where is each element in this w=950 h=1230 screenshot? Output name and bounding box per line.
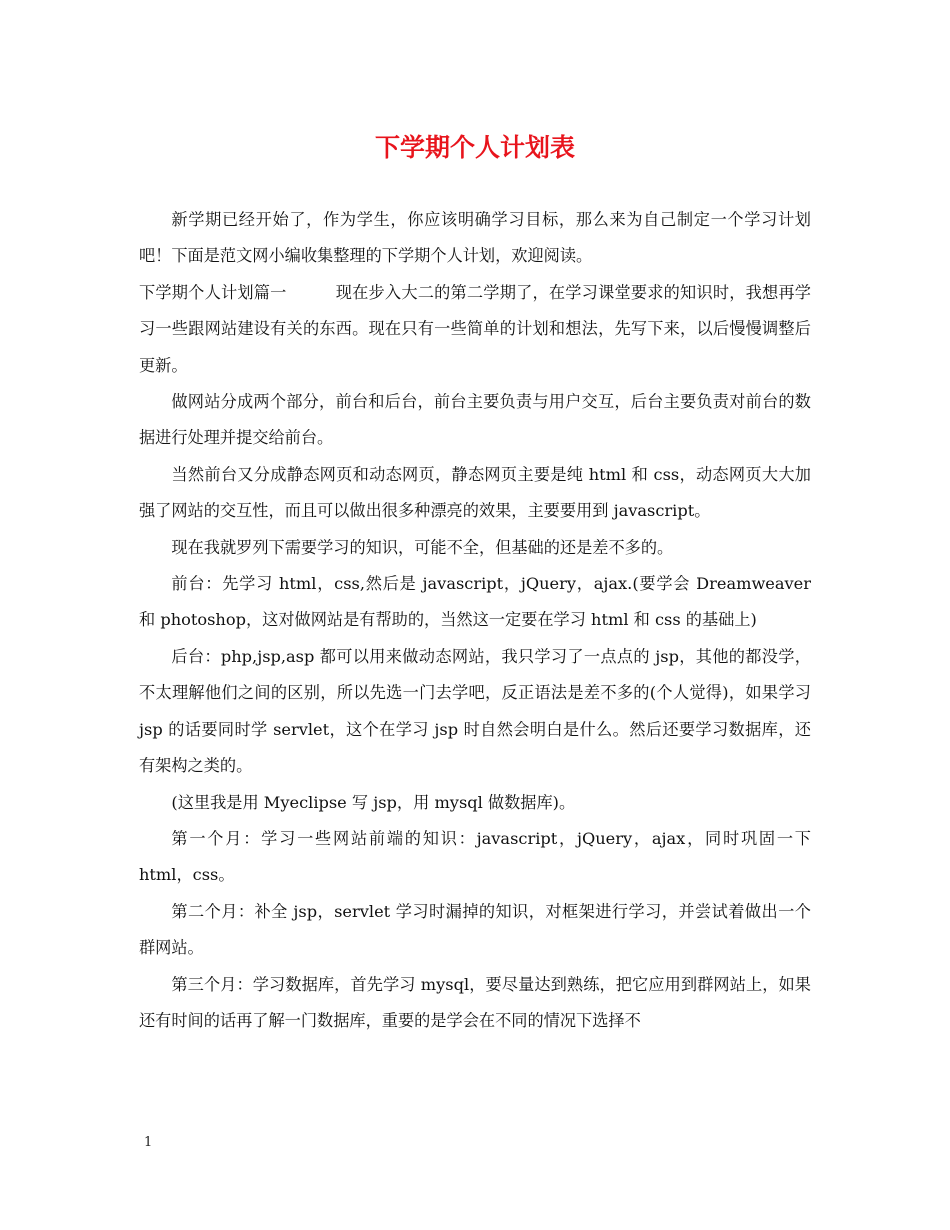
paragraph-knowledge-list: 现在我就罗列下需要学习的知识，可能不全，但基础的还是差不多的。 [171,537,674,557]
paragraph-month-one: 第一个月：学习一些网站前端的知识：javascript，jQuery，ajax，同时巩固一下 html，css。 [139,828,811,885]
paragraph-frontend: 前台：先学习 html，css,然后是 javascript，jQuery，ajax.(要学会 Dreamweaver 和 photoshop，这对做网站是有帮助的，当然这一定要在学习 html 和 css 的基础上) [139,574,811,630]
paragraph-tools-note: (这里我是用 Myeclipse 写 jsp，用 mysql 做数据库)。 [171,792,576,812]
paragraph-month-three: 第三个月：学习数据库，首先学习 mysql，要尽量达到熟练，把它应用到群网站上，如果还有时间的话再了解一门数据库，重要的是学会在不同的情况下选择不 [139,974,811,1030]
paragraph-intro: 新学期已经开始了，作为学生，你应该明确学习目标，那么来为自己制定一个学习计划吧！下面是范文网小编收集整理的下学期个人计划，欢迎阅读。 [139,210,811,266]
paragraph-website-parts: 做网站分成两个部分，前台和后台，前台主要负责与用户交互，后台主要负责对前台的数据进行处理并提交给前台。 [139,392,811,448]
paragraph-month-two: 第二个月：补全 jsp，servlet 学习时漏掉的知识，对框架进行学习，并尝试着做出一个群网站。 [139,901,811,958]
paragraph-plan-one: 下学期个人计划篇一 现在步入大二的第二学期了，在学习课堂要求的知识时，我想再学习一些跟网站建设有关的东西。现在只有一些简单的计划和想法，先写下来，以后慢慢调整后更新。 [139,282,811,375]
document-title: 下学期个人计划表 [374,133,575,162]
page-number: 1 [144,1135,153,1150]
document-body [139,202,811,1039]
paragraph-backend: 后台：php,jsp,asp 都可以用来做动态网站，我只学习了一点点的 jsp，其他的都没学，不太理解他们之间的区别，所以先选一门去学吧，反正语法是差不多的(个人觉得)，如果学习 jsp 的话要同时学 servlet，这个在学习 jsp 时自然会明白是什么。然后还要学习数据库，还有架构之类的。 [139,646,811,776]
paragraph-frontend-types: 当然前台又分成静态网页和动态网页，静态网页主要是纯 html 和 css，动态网页大大加强了网站的交互性，而且可以做出很多种漂亮的效果，主要要用到 javascript。 [139,464,811,521]
